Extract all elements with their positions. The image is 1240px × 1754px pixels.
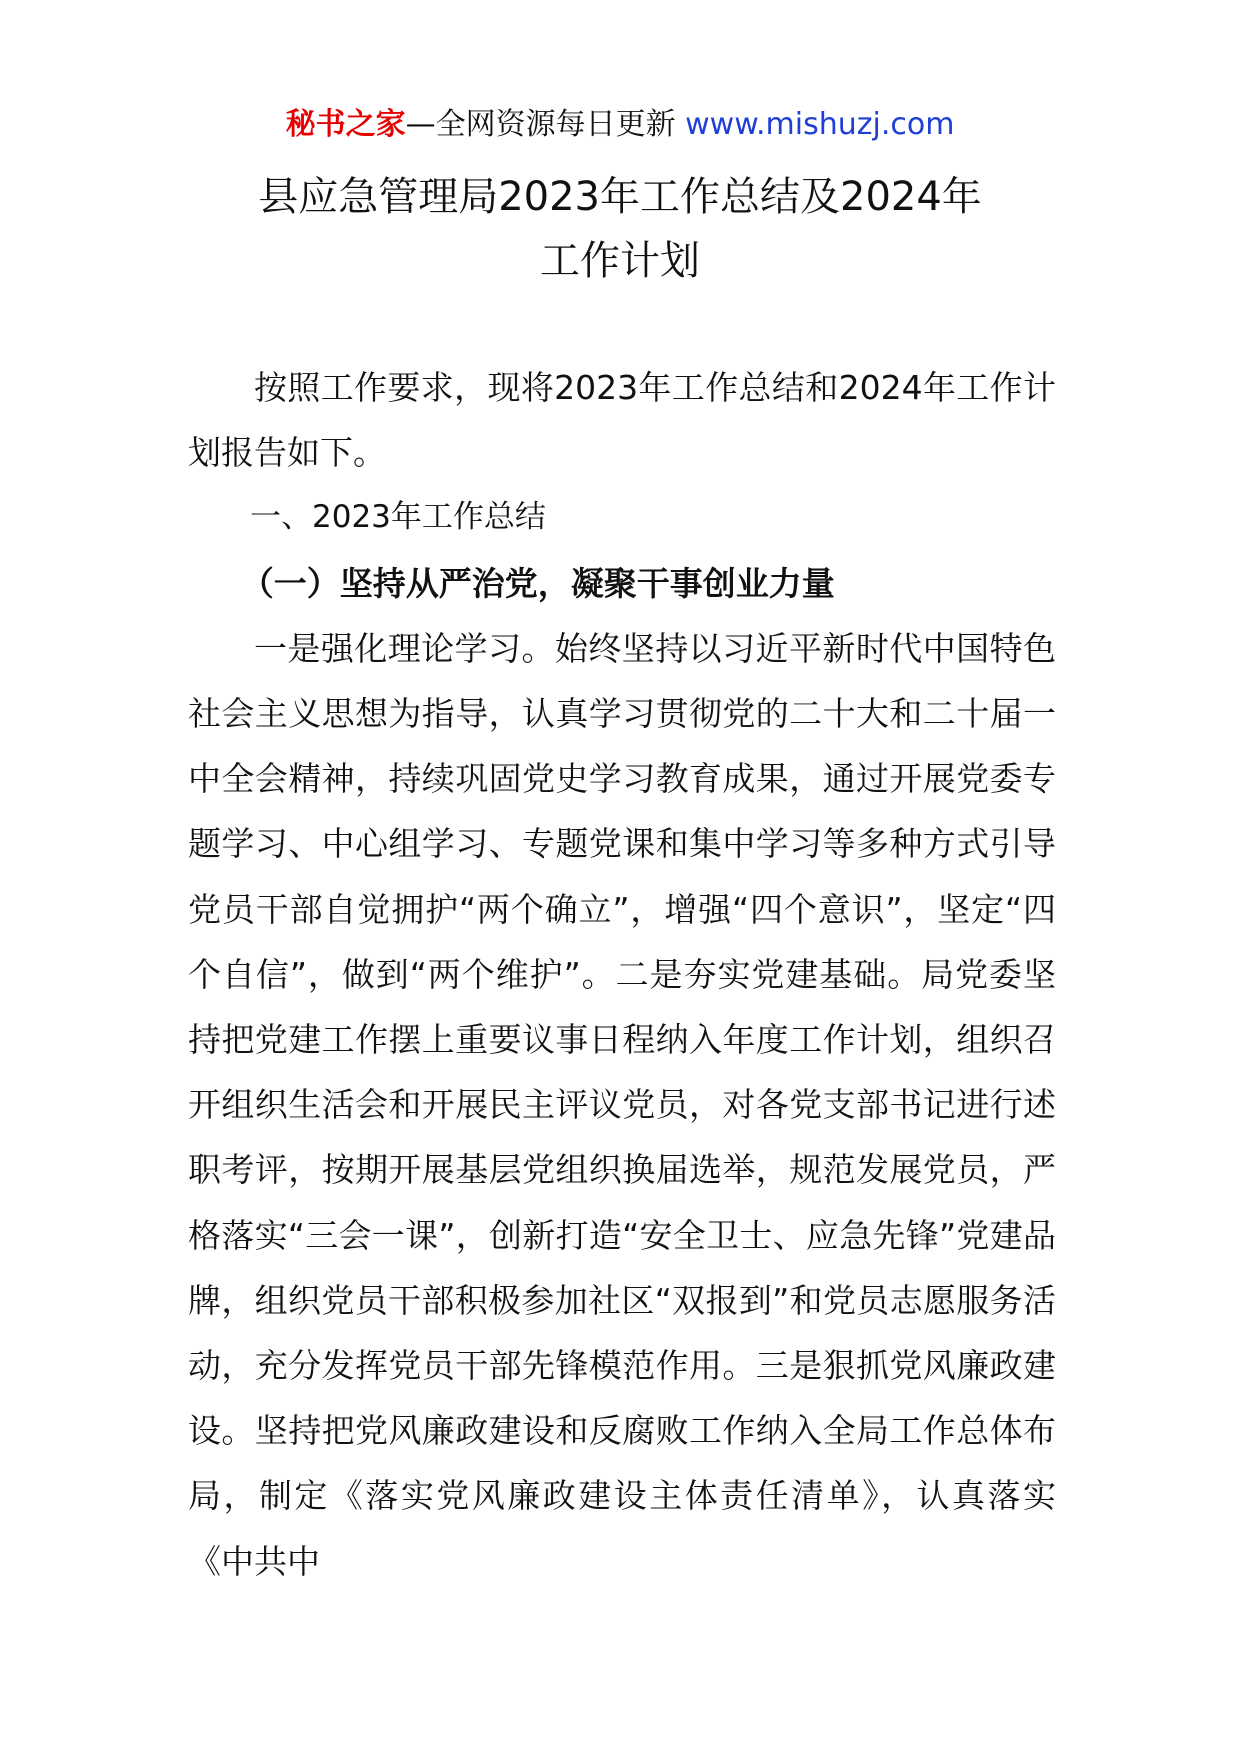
watermark-header [0, 100, 1240, 150]
document-body [188, 355, 1056, 1594]
brand-name: 秘书之家 [285, 107, 406, 142]
section-heading: 一、2023年工作总结 [250, 499, 546, 536]
subsection-heading: （一）坚持从严治党，凝聚干事创业力量 [240, 563, 835, 603]
header-slogan: —全网资源每日更新 [405, 107, 686, 142]
body-paragraph: 一是强化理论学习。始终坚持以习近平新时代中国特色社会主义思想为指导，认真学习贯彻党的二十大和二十届一中全会精神，持续巩固党史学习教育成果，通过开展党委专题学习、中心组学习、专题党课和集中学习等多种方式引导党员干部自觉拥护“两个确立”，增强“四个意识”，坚定“四个自信”，做到“两个维护”。二是夯实党建基础。局党委坚持把党建工作摆上重要议事日程纳入年度工作计划，组织召开组织生活会和开展民主评议党员，对各党支部书记进行述职考评，按期开展基层党组织换届选举，规范发展党员，严格落实“三会一课”，创新打造“安全卫士、应急先锋”党建品牌，组织党员干部积极参加社区“双报到”和党员志愿服务活动，充分发挥党员干部先锋模范作用。三是狠抓党风廉政建设。坚持把党风廉政建设和反腐败工作纳入全局工作总体布局，制定《落实党风廉政建设主体责任清单》，认真落实《中共中 [188, 628, 1056, 1581]
website-link[interactable]: www.mishuzj.com [685, 107, 955, 142]
title-line-1: 县应急管理局2023年工作总结及2024年 [258, 174, 982, 220]
document-title [0, 165, 1240, 293]
title-line-2: 工作计划 [540, 238, 700, 284]
intro-paragraph: 按照工作要求，现将2023年工作总结和2024年工作计划报告如下。 [188, 368, 1056, 473]
